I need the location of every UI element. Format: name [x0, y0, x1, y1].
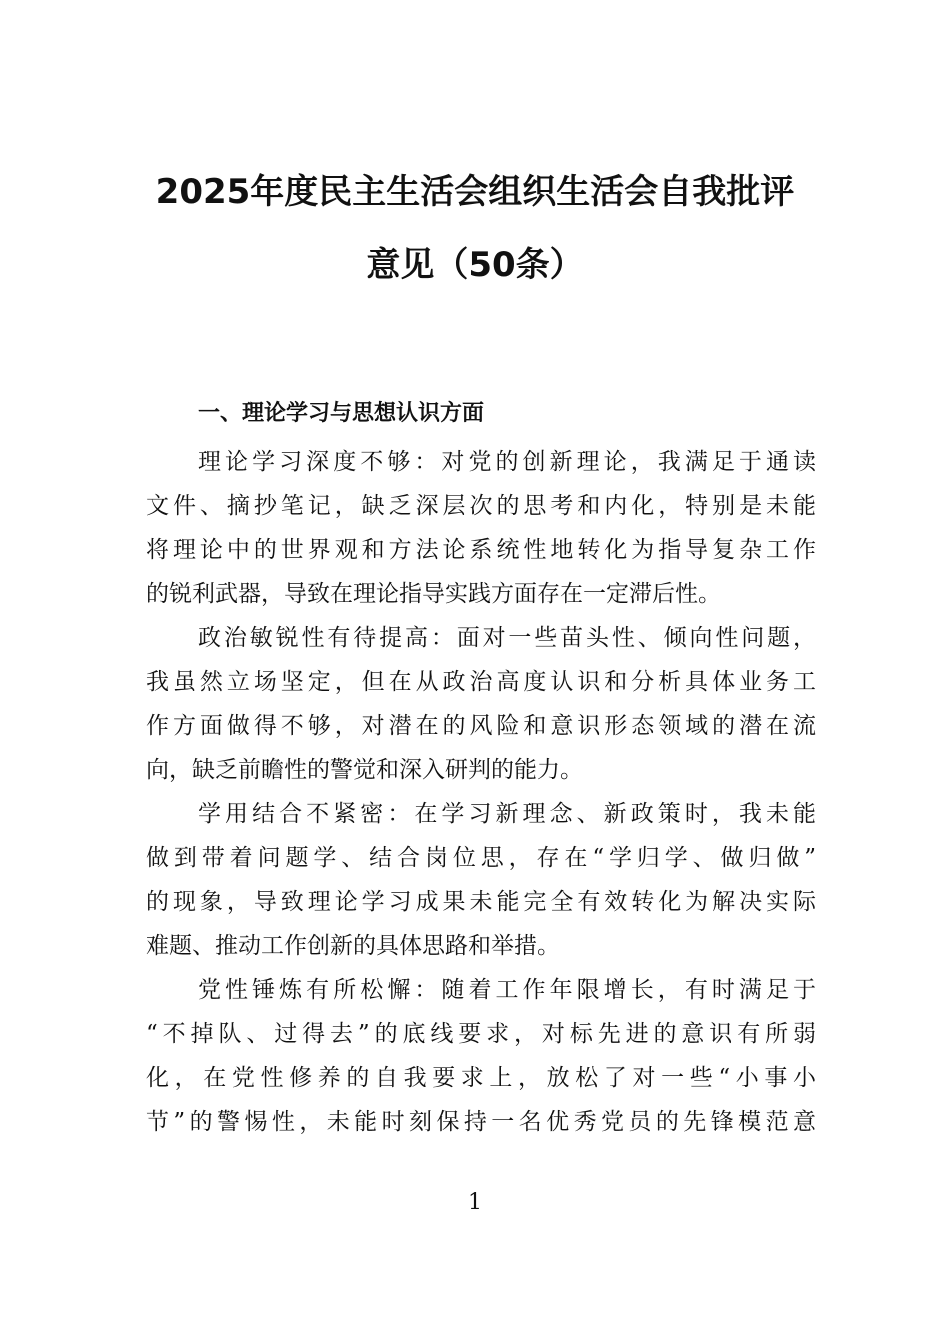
paragraph-line: “不掉队、过得去”的底线要求，对标先进的意识有所弱 — [146, 1021, 816, 1047]
paragraph-line: 化，在党性修养的自我要求上，放松了对一些“小事小 — [146, 1065, 816, 1091]
section-heading: 一、理论学习与思想认识方面 — [198, 401, 485, 426]
body-text — [146, 440, 816, 1144]
document-title-line-2: 意见（50条） — [366, 245, 584, 285]
paragraph-line: 文件、摘抄笔记，缺乏深层次的思考和内化，特别是未能 — [146, 493, 816, 519]
page-number: 1 — [468, 1190, 482, 1215]
paragraph — [146, 968, 816, 1144]
paragraph — [146, 792, 816, 968]
paragraph-line: 学用结合不紧密：在学习新理念、新政策时，我未能 — [198, 801, 816, 827]
paragraph-line: 节”的警惕性，未能时刻保持一名优秀党员的先锋模范意 — [146, 1109, 816, 1135]
paragraph-line: 理论学习深度不够：对党的创新理论，我满足于通读 — [198, 449, 816, 475]
paragraph-line: 向，缺乏前瞻性的警觉和深入研判的能力。 — [146, 757, 583, 783]
paragraph-line: 的锐利武器，导致在理论指导实践方面存在一定滞后性。 — [146, 581, 721, 607]
paragraph-line: 难题、推动工作创新的具体思路和举措。 — [146, 933, 560, 959]
paragraph-line: 的现象，导致理论学习成果未能完全有效转化为解决实际 — [146, 889, 816, 915]
paragraph-line: 将理论中的世界观和方法论系统性地转化为指导复杂工作 — [146, 537, 816, 563]
paragraph-line: 政治敏锐性有待提高：面对一些苗头性、倾向性问题， — [198, 625, 816, 651]
paragraph-line: 作方面做得不够，对潜在的风险和意识形态领域的潜在流 — [146, 713, 816, 739]
paragraph-line: 党性锤炼有所松懈：随着工作年限增长，有时满足于 — [198, 977, 816, 1003]
paragraph — [146, 616, 816, 792]
paragraph-line: 我虽然立场坚定，但在从政治高度认识和分析具体业务工 — [146, 669, 816, 695]
paragraph — [146, 440, 816, 616]
paragraph-line: 做到带着问题学、结合岗位思，存在“学归学、做归做” — [146, 845, 816, 871]
document-title-line-1: 2025年度民主生活会组织生活会自我批评 — [155, 172, 795, 212]
